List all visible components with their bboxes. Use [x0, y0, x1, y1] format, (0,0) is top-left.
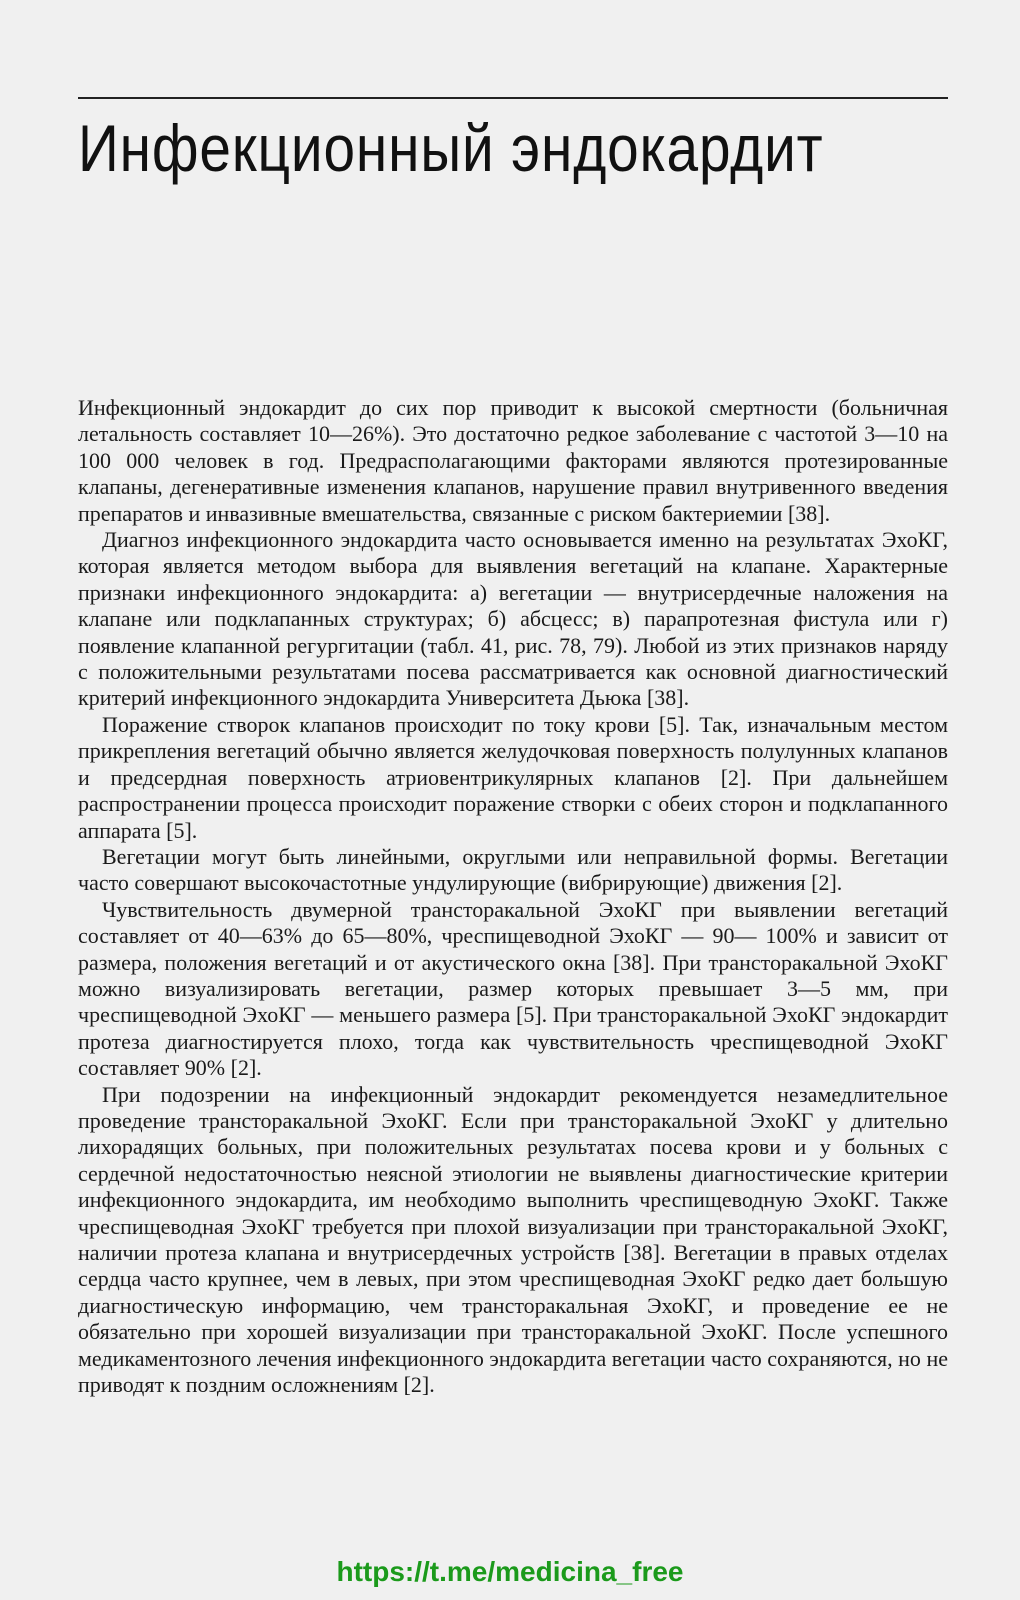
header-rule [78, 97, 948, 99]
chapter-title: Инфекционный эндокардит [78, 111, 824, 185]
paragraph-4: Вегетации могут быть линейными, округлыми или неправильной формы. Вегетации часто совершают высокочастотные ундулирующие (вибрирующие) движения [2]. [78, 843, 948, 896]
paragraph-6: При подозрении на инфекционный эндокардит рекомендуется незамедлительное проведение трансторакальной ЭхоКГ. Если при трансторакальной ЭхоКГ у длительно лихорадящих больных, при положительных результатах посева крови и у больных с сердечной недостаточностью неясной этиологии не выявлены диагностические критерии инфекционного эндокардита, им необходимо выполнить чреспищеводную ЭхоКГ. Также чреспищеводная ЭхоКГ требуется при плохой визуализации при трансторакальной ЭхоКГ, наличии протеза клапана и внутрисердечных устройств [38]. Вегетации в правых отделах сердца часто крупнее, чем в левых, при этом чреспищеводная ЭхоКГ редко дает большую диагностическую информацию, чем трансторакальная ЭхоКГ, и проведение ее не обязательно при хорошей визуализации при трансторакальной ЭхоКГ. После успешного медикаментозного лечения инфекционного эндокардита вегетации часто сохраняются, но не приводят к поздним осложнениям [2]. [78, 1081, 948, 1398]
paragraph-3: Поражение створок клапанов происходит по току крови [5]. Так, изначальным местом прикрепления вегетаций обычно является желудочковая поверхность полулунных клапанов и предсердная поверхность атриовентрикулярных клапанов [2]. При дальнейшем распространении процесса происходит поражение створки с обеих сторон и подклапанного аппарата [5]. [78, 711, 948, 843]
paragraph-5: Чувствительность двумерной трансторакальной ЭхоКГ при выявлении вегетаций составляет от 40—63% до 65—80%, чреспищеводной ЭхоКГ — 90— 100% и зависит от размера, положения вегетаций и от акустического окна [38]. При трансторакальной ЭхоКГ можно визуализировать вегетации, размер которых превышает 3—5 мм, при чреспищеводной ЭхоКГ — меньшего размера [5]. При трансторакальной ЭхоКГ эндокардит протеза диагностируется плохо, тогда как чувствительность чреспищеводной ЭхоКГ составляет 90% [2]. [78, 896, 948, 1081]
body-text [78, 395, 948, 1398]
telegram-link[interactable]: https://t.me/medicina_free [336, 1556, 684, 1587]
paragraph-2: Диагноз инфекционного эндокардита часто основывается именно на результатах ЭхоКГ, которая является методом выбора для выявления вегетаций на клапане. Характерные признаки инфекционного эндокардита: а) вегетации — внутрисердечные наложения на клапане или подклапанных структурах; б) абсцесс; в) парапротезная фистула или г) появление клапанной регургитации (табл. 41, рис. 78, 79). Любой из этих признаков наряду с положительными результатами посева рассматривается как основной диагностический критерий инфекционного эндокардита Университета Дьюка [38]. [78, 527, 948, 711]
paragraph-1: Инфекционный эндокардит до сих пор приводит к высокой смертности (больничная летальность составляет 10—26%). Это достаточно редкое заболевание с частотой 3—10 на 100 000 человек в год. Предрасполагающими факторами являются протезированные клапаны, дегенеративные изменения клапанов, нарушение правил внутривенного введения препаратов и инвазивные вмешательства, связанные с риском бактериемии [38]. [78, 395, 948, 526]
